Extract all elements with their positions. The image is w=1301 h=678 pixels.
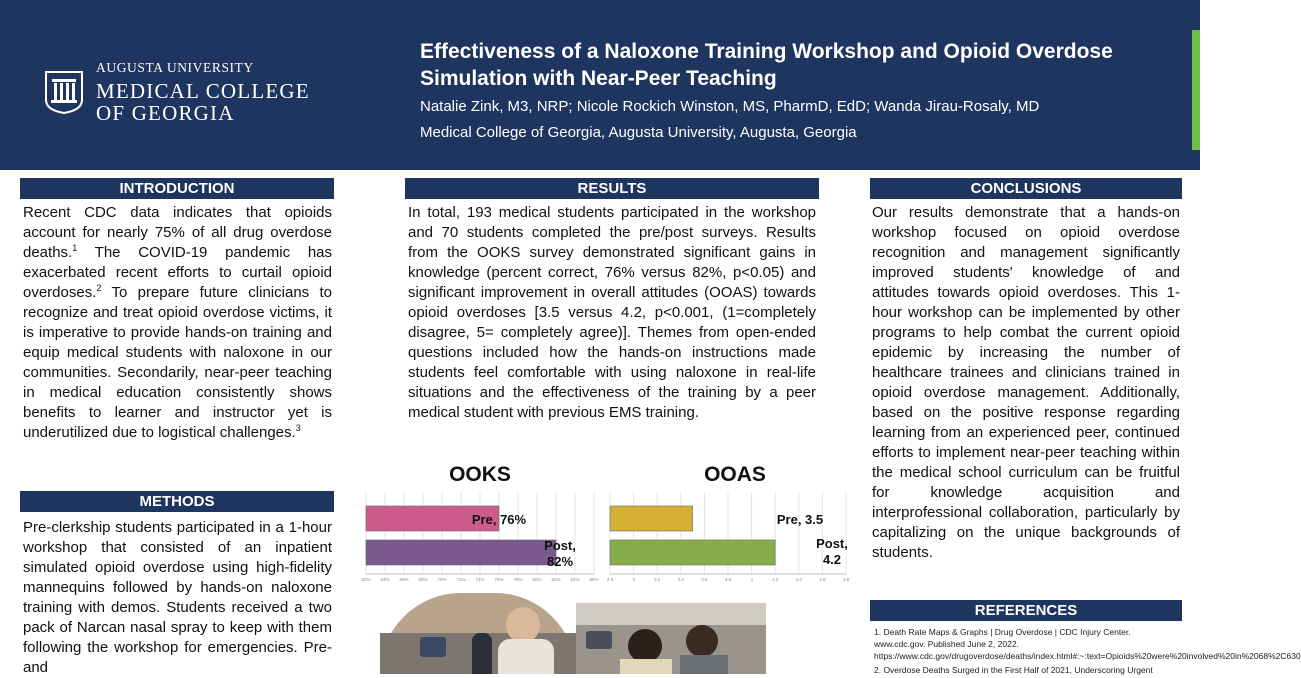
results-text: In total, 193 medical students participated in the workshop and 70 students completed the pre/post surveys. Results from the OOKS survey demonstrated significant gains in knowledge (percent correct, 76% versus 82%, p<0.05) and significant improvement in overall attitudes (OOAS) towards opioid overdoses [3.5 versus 4.2, p<0.001, (1=completely disagree, 5= completely agree)]. Themes from open-ended questions included how the hands-on instructions made students feel comfortable with using naloxone in real-life situations and the effectiveness of the training by a peer medical student with previous EMS training. xyxy=(408,204,816,421)
ooas-bar-post xyxy=(610,540,775,565)
introduction-text: Recent CDC data indicates that opioids account for nearly 75% of all drug overdose deaths.$^1$ The COVID-19 pandemic has exacerbated recent efforts to curtail opioid overdoses.$^2$ To prepare future clinicians to recognize and treat opioid overdose victims, it is imperative to provide hands-on training and equip medical students with naloxone in our communities. Secondarily, near-peer teaching in medical education consistently shows benefits to learner and instructor yet is underutilized due to logistical challenges.$^3$ xyxy=(23,204,332,441)
ooas-tick-label: 3.2 xyxy=(654,577,661,582)
ooas-tick-label: 3.4 xyxy=(677,577,684,582)
conclusions-text: Our results demonstrate that a hands-on workshop focused on opioid overdose recognition and management significantly improved students' knowledge of and attitudes towards opioid overdoses. This 1-hour workshop can be implemented by other programs to help combat the current opioid epidemic by increasing the number of healthcare trainees and clinicians trained in opioid overdose management. Additionally, based on the positive response regarding learning from an experienced peer, continued efforts to implement near-peer teaching within the medical school curriculum can be fruitful for knowledge acquisition and interprofessional collaboration, particularly by capitalizing on the unique backgrounds of students. xyxy=(872,204,1180,561)
ooas-tick-label: 4 xyxy=(750,577,753,582)
ooas-chart-title: OOAS xyxy=(704,463,766,486)
ooks-tick-label: 72% xyxy=(456,577,466,582)
reference-2: 2. Overdose Deaths Surged in the First Half of 2021, Underscoring Urgent xyxy=(874,665,1153,675)
poster-affiliation: Medical College of Georgia, Augusta University, Augusta, Georgia xyxy=(420,124,857,141)
ooks-chart-title: OOKS xyxy=(449,463,511,486)
ooas-tick-label: 3.8 xyxy=(724,577,732,582)
ooas-tick-label: 4.4 xyxy=(795,577,802,582)
ooas-tick-label: 4.6 xyxy=(819,577,826,582)
college-name-line2: OF GEORGIA xyxy=(96,101,235,125)
ooks-tick-label: 74% xyxy=(475,577,485,582)
methods-text: Pre-clerkship students participated in a 1-hour workshop that consisted of an inpatient simulated opioid overdose using high-fidelity mannequins followed by hands-on naloxone training with demos. Students received a two pack of Narcan nasal spray to keep with them following the workshop for emergencies. Pre- and xyxy=(23,519,332,676)
ooks-tick-label: 66% xyxy=(399,577,409,582)
reference-1: 1. Death Rate Maps & Graphs | Drug Overdose | CDC Injury Center. www.cdc.gov. Published June 2, 2022. https://www.cdc.gov/drugoverdose/deaths/index.html#:~:text=Opioids%20were%20involved%20in%2068%2C630 xyxy=(874,627,1301,661)
workshop-photo-left xyxy=(380,593,576,674)
ooks-tick-label: 80% xyxy=(532,577,542,582)
ooas-tick-label: 4.8 xyxy=(842,577,850,582)
accent-bar xyxy=(1192,30,1200,150)
university-seal-icon xyxy=(44,70,84,114)
poster-authors: Natalie Zink, M3, NRP; Nicole Rockich Winston, MS, PharmD, EdD; Wanda Jirau-Rosaly, MD xyxy=(420,98,1040,115)
ooks-tick-label: 84% xyxy=(570,577,580,582)
ooks-tick-label: 82% xyxy=(551,577,561,582)
ooas-post-label: Post, 4.2 xyxy=(816,536,848,567)
ooks-tick-label: 70% xyxy=(437,577,447,582)
ooas-bar-pre xyxy=(610,506,693,531)
poster-title: Effectiveness of a Naloxone Training Workshop and Opioid Overdose Simulation with Near-Peer Teaching xyxy=(420,40,1113,90)
references-heading: REFERENCES xyxy=(870,600,1182,621)
poster-header xyxy=(0,0,1200,170)
ooks-tick-label: 78% xyxy=(513,577,523,582)
ooas-tick-label: 2.8 xyxy=(606,577,614,582)
conclusions-heading: CONCLUSIONS xyxy=(870,178,1182,199)
ooks-tick-label: 64% xyxy=(380,577,390,582)
ooas-pre-label: Pre, 3.5 xyxy=(776,512,824,527)
introduction-heading: INTRODUCTION xyxy=(20,178,334,199)
ooks-post-label: Post, 82% xyxy=(544,538,576,569)
ooas-tick-label: 4.2 xyxy=(772,577,779,582)
ooks-bar-post xyxy=(366,540,556,565)
ooas-tick-label: 3.6 xyxy=(701,577,708,582)
ooks-tick-label: 86% xyxy=(589,577,599,582)
ooks-pre-label: Pre, 76% xyxy=(471,512,527,527)
ooas-tick-label: 3 xyxy=(632,577,635,582)
university-logo xyxy=(44,60,310,124)
ooks-tick-label: 68% xyxy=(418,577,428,582)
college-name-line1: MEDICAL COLLEGE xyxy=(96,79,310,103)
ooks-tick-label: 62% xyxy=(361,577,371,582)
ooks-tick-label: 76% xyxy=(494,577,504,582)
results-heading: RESULTS xyxy=(405,178,819,199)
university-name: AUGUSTA UNIVERSITY xyxy=(96,60,254,75)
methods-heading: METHODS xyxy=(20,491,334,512)
workshop-photo-right xyxy=(576,603,766,674)
